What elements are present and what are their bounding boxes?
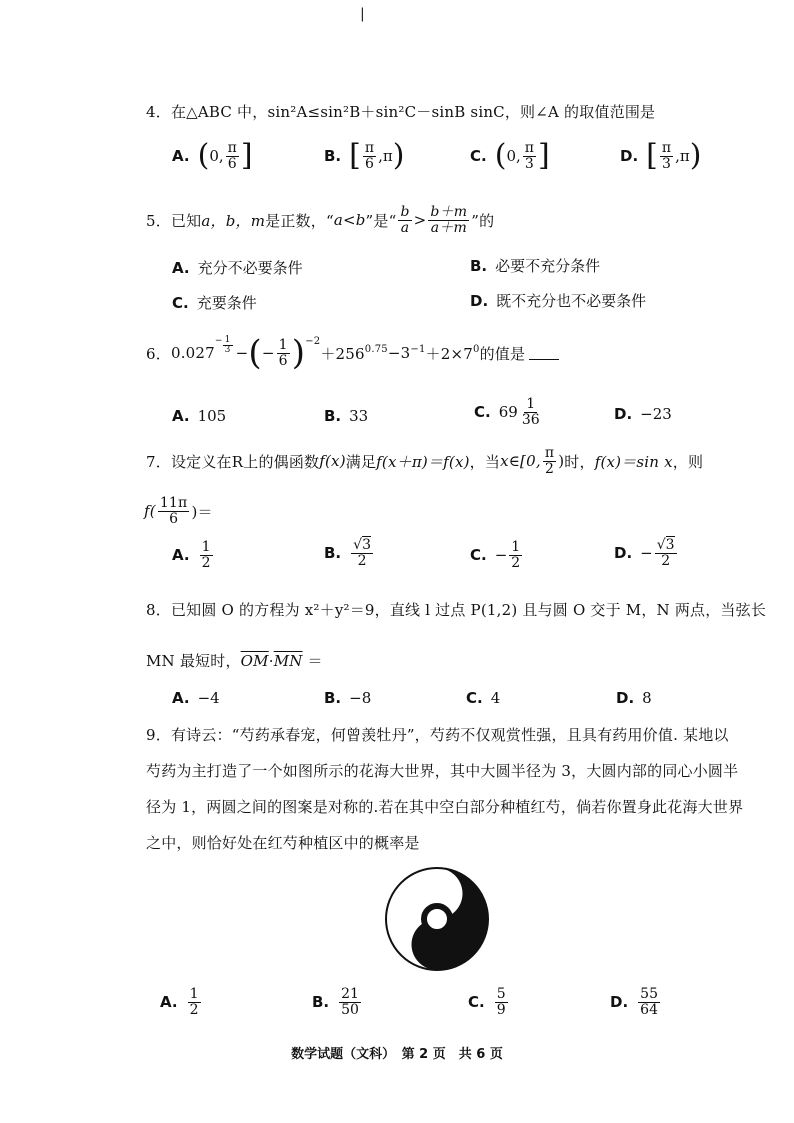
q5-option-a-text: 充分不必要条件 [197,259,303,277]
q7-c-sign: − [494,546,508,565]
q6-option-a-text: 105 [197,407,227,425]
q5-option-d-label: D. [470,291,489,310]
q7-a-den: 2 [201,554,211,571]
q6-rest: ＋256 [320,344,365,363]
q5-option-c-label: C. [172,293,189,312]
q7-cond: x∈[0, [500,452,541,471]
q5-frac-2 [428,205,469,235]
q9-a-frac [188,987,201,1017]
q6-c-den: 36 [521,411,540,428]
q7-b-den: 2 [357,552,367,569]
q6-exp1 [215,336,233,370]
q7-line2-frac [158,496,190,526]
q6-rest2: −3 [387,344,411,362]
q9-c-frac [495,987,508,1017]
q5-f1-num: b [400,204,410,220]
q5-option-a-label: A. [172,258,190,277]
question-9-line1: 9．有诗云：“芍药承春宠，何曾羡牡丹”，芍药不仅观赏性强，且具有药用价值. 某地以 [146,726,729,744]
q6-option-b-text: 33 [349,407,369,425]
q7-b-radicand: 3 [362,537,371,553]
q7-c-num: 1 [511,539,521,555]
q5-f2-num: b＋m [430,204,468,220]
q9-d-frac [638,987,660,1017]
q8-option-b-label: B. [324,689,342,707]
q4-b-frac [363,141,376,171]
q8-option-a-label: A. [172,689,190,707]
q4-option-a-label: A. [172,147,190,166]
q8-option-b-text: −8 [349,689,372,707]
q5-option-b-label: B. [470,256,488,275]
q6-inner-num: 1 [278,336,288,353]
q6-exp5: 0 [473,344,480,355]
q7-cond-frac [543,446,556,476]
q7-option-c-label: C. [470,546,487,565]
q7-d-sign: − [640,544,653,563]
q7-a-num: 1 [201,539,211,555]
q7-option-c[interactable] [470,540,524,570]
q5-vars: a，b，m [201,211,266,230]
q8-option-c-label: C. [466,689,483,707]
q7-d-radicand: 3 [665,537,675,553]
q4-c-close: ] [537,138,550,174]
q4-b-open: [ [349,138,361,174]
flower-sea-figure [384,866,490,972]
q5-f1-den: a [400,219,410,236]
q7-part-b: 满足 [345,452,377,471]
q9-option-d-label: D. [610,993,629,1012]
q6-exp2: −2 [305,336,321,347]
q4-c-den: 3 [524,155,534,172]
q7-d-frac [655,538,677,568]
q4-b-close: ) [392,138,405,174]
q7-c-frac [509,540,522,570]
q6-paren-close: ) [291,333,306,373]
question-8-line2 [146,650,323,671]
q6-option-c[interactable] [474,397,544,427]
q6-paren-open: ( [248,333,262,373]
q4-a-den: 6 [227,155,237,172]
q7-d-num: √3 [656,537,675,553]
q5-option-c[interactable] [172,292,257,313]
q4-option-d-label: D. [620,147,639,166]
q7-cond-close: ) [558,452,565,471]
q7-line2-den: 6 [169,510,179,527]
question-5-stem [146,205,494,235]
q7-fx: f(x) [319,452,346,471]
q5-option-a[interactable] [172,257,303,278]
q4-option-a[interactable]: A. ( 0 , $\frac{\pi}{6}$ ] [172,138,253,174]
q6-exp4: −1 [410,344,426,355]
q6-option-a-label: A. [172,407,190,425]
q4-expression: sin²A≤sin²B＋sin²C－sinB sinC [267,103,505,121]
q6-number: 6． [146,344,171,363]
q9-option-a-label: A. [160,993,178,1012]
q9-b-frac [339,987,361,1017]
q6-option-d[interactable] [614,405,672,423]
q5-option-c-text: 充要条件 [196,294,257,312]
q6-inner-den: 6 [278,352,288,369]
q7-d-den: 2 [661,552,671,569]
q8-option-c[interactable] [466,689,500,707]
q7-option-d[interactable] [614,538,679,568]
q8-option-b[interactable] [324,689,371,707]
q9-option-a[interactable] [160,987,203,1017]
q7-eq: f(x＋π)＝f(x) [376,452,470,471]
question-8-line1: 8．已知圆 O 的方程为 x²＋y²＝9，直线 l 过点 P(1,2) 且与圆 O 交于 M，N 两点，当弦长 [146,601,767,619]
q5-f2-den: a＋m [430,219,467,236]
q9-option-d[interactable] [610,987,662,1017]
q4-d-close: ) [689,138,702,174]
q8-eq: ＝ [302,652,323,670]
q4-option-b[interactable]: B. [ $\frac{\pi}{6}$ , π ) [324,138,405,174]
q4-option-d[interactable]: D. [ $\frac{\pi}{3}$ , π ) [620,138,702,174]
q4-prefix: 4．在△ABC 中， [146,103,268,121]
q5-option-b[interactable] [470,255,600,276]
q6-option-d-label: D. [614,405,633,423]
q7-b-frac [351,538,373,568]
q6-exp1-sign: − [214,336,223,346]
question-4-stem [146,101,655,122]
page-footer: 数学试题（文科） 第 2 页 共 6 页 [291,1047,503,1062]
question-6-stem [146,333,559,373]
q4-c-num: π [524,140,534,156]
q7-cond-den: 2 [544,460,555,477]
q5-option-d[interactable] [470,290,646,311]
q4-d-num: π [661,140,672,156]
q4-c-open: ( [494,138,507,174]
page-top-mark: | [360,6,365,22]
q6-option-b-label: B. [324,407,342,425]
q6-exp1-frac [223,336,233,356]
q5-option-d-text: 既不充分也不必要条件 [496,292,647,310]
q4-a-num: π [227,140,237,156]
q4-suffix: ，则∠A 的取值范围是 [504,103,656,121]
q9-c-den: 9 [496,1001,506,1018]
q8-vector-om: $\overline{OM}$ [240,652,269,670]
q4-option-b-label: B. [324,147,342,166]
q7-line2-num: 11π [159,495,188,511]
q8-vector-mn: $\overline{MN}$ [273,652,303,670]
q8-option-a[interactable] [172,689,220,707]
q9-d-num: 55 [640,986,658,1002]
q9-a-num: 1 [189,986,199,1002]
q4-b-den: 6 [365,155,374,172]
question-9-line2: 芍药为主打造了一个如图所示的花海大世界，其中大圆半径为 3，大圆内部的同心小圆半 [146,762,739,780]
q8-dot: · [268,652,274,670]
q5-mid2: ”是“ [365,211,397,230]
q4-d-frac [660,141,673,171]
q4-option-c-label: C. [470,147,487,166]
q6-base1: 0.027 [170,344,215,362]
q7-stem-line2 [144,496,213,526]
q4-d-right: π [679,147,690,166]
q6-rest3: ＋2×7 [425,344,474,363]
q6-inner-sign: − [261,344,275,362]
question-7-stem [146,446,703,476]
q9-d-den: 64 [640,1001,658,1018]
q7-part-e: ，则 [672,452,704,471]
q9-c-num: 5 [496,986,506,1002]
q7-part-a: 7．设定义在R上的偶函数 [146,452,320,471]
q8-line2-a: MN 最短时， [146,652,241,670]
q4-c-frac [523,141,536,171]
q6-c-num: 1 [526,396,536,412]
question-9-line3: 径为 1，两圆之间的图案是对称的.若在其中空白部分种植红芍，倘若你置身此花海大世界 [146,798,744,816]
q7-cond-num: π [544,445,555,461]
q7-part-c: ，当 [469,452,501,471]
question-9-line4: 之中，则恰好处在红芍种植区中的概率是 [146,834,420,852]
q8-option-a-text: −4 [197,689,220,707]
q8-option-c-text: 4 [490,689,501,707]
q6-exp3: 0.75 [364,344,388,355]
q7-part-d: 时， [564,452,595,471]
q7-option-d-label: D. [614,544,633,563]
q9-option-b[interactable] [312,987,363,1017]
q4-a-close: ] [240,138,253,174]
q4-d-den: 3 [662,155,671,172]
q6-suffix: 的值是 [479,344,526,363]
q4-b-num: π [364,140,375,156]
q6-inner-frac [277,338,290,368]
q5-mid: 是正数，“ [265,211,334,230]
q9-a-den: 2 [189,1001,199,1018]
inner-circle [430,912,444,926]
q4-a-frac [226,141,239,171]
q7-option-a-label: A. [172,546,190,565]
q7-a-frac [200,540,213,570]
q5-option-b-text: 必要不充分条件 [495,257,601,275]
q5-gt: > [413,211,427,230]
q6-option-c-frac [520,397,542,427]
q7-option-a[interactable] [172,540,215,570]
q8-option-d-text: 8 [642,689,652,707]
q4-c-left: 0 [506,147,516,166]
q6-exp1-num: 1 [224,335,231,345]
q4-a-left: 0 [209,147,219,166]
q9-b-den: 50 [341,1001,359,1018]
q6-answer-blank [529,347,559,360]
q7-option-b[interactable] [324,538,375,568]
q7-option-b-label: B. [324,544,342,563]
q4-d-open: [ [646,138,658,174]
q7-eq2: f(x)＝sin x [594,452,673,471]
q4-option-c[interactable]: C. ( 0 , $\frac{\pi}{3}$ ] [470,138,550,174]
q6-exp1-den: 3 [224,345,231,356]
q4-a-open: ( [197,138,210,174]
q9-option-b-label: B. [312,993,330,1012]
q6-option-d-text: −23 [640,405,672,423]
q5-frac-1 [398,205,411,235]
q8-option-d-label: D. [616,689,635,707]
q8-option-d[interactable] [616,689,652,707]
q7-line2-f: f( [144,502,156,521]
q9-option-c-label: C. [468,993,485,1012]
q7-b-num: √3 [353,537,371,553]
q4-b-right: π [382,147,393,166]
q5-condition: a<b [333,211,366,230]
q7-line2-close: )＝ [191,502,213,521]
q6-minus: − [235,344,249,362]
q6-option-a[interactable] [172,407,226,425]
q5-suffix: ”的 [471,211,495,230]
q7-c-den: 2 [511,554,521,571]
q6-option-c-whole: 69 [498,403,518,422]
q9-option-c[interactable] [468,987,510,1017]
q6-option-c-label: C. [474,403,491,422]
q9-b-num: 21 [341,986,359,1002]
q5-prefix: 5．已知 [146,211,202,230]
q6-option-b[interactable] [324,407,368,425]
